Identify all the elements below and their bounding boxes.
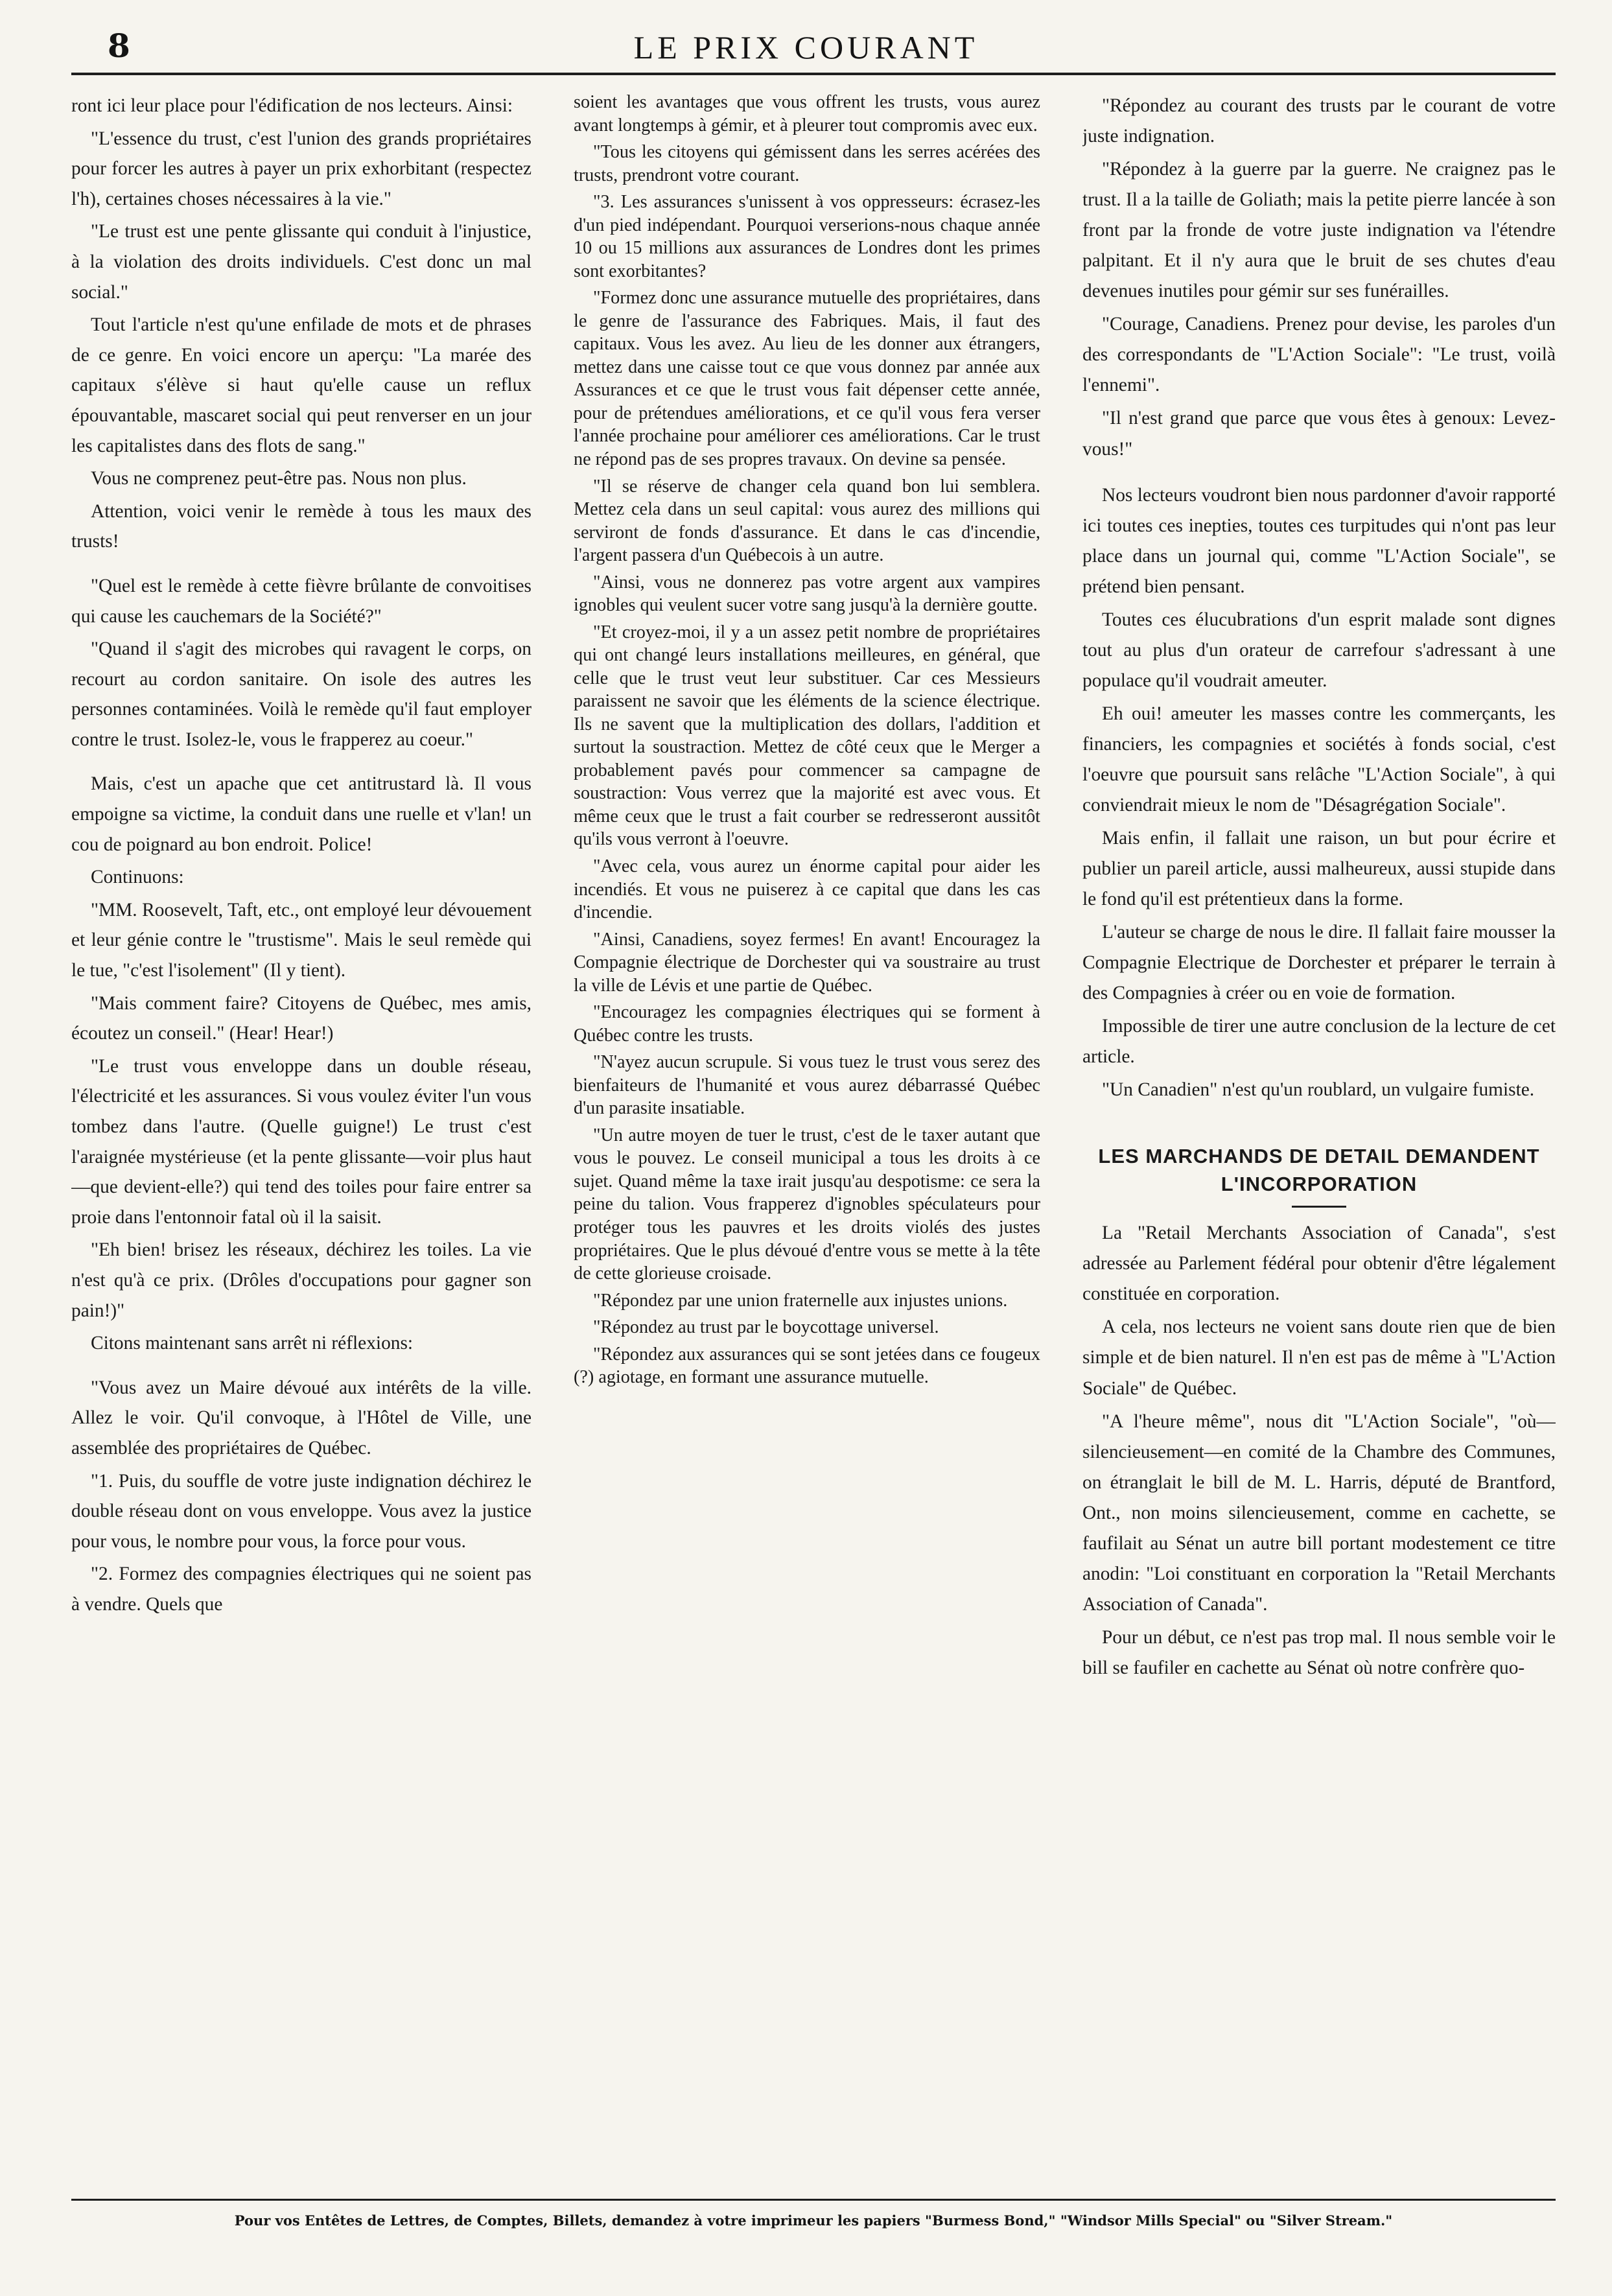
paragraph: "Répondez à la guerre par la guerre. Ne craignez pas le trust. Il a la taille de Goliath; mais la petite pierre lancée à son front par la fronde de votre juste indignation va l'étendre palpitant. Et il n'y aura que le bruit de ses chutes d'eau devenues inutiles pour gémir sur ses funérailles. xyxy=(1082,159,1556,302)
paragraph: "Courage, Canadiens. Prenez pour devise, les paroles d'un des correspondants de "L'Action Sociale": "Le trust, voilà l'ennemi". xyxy=(1082,314,1556,396)
paragraph: "MM. Roosevelt, Taft, etc., ont employé leur dévouement et leur génie contre le "trustisme". Mais le seul remède qui le tue, "c'est l'isolement" (Il y tient). xyxy=(71,899,531,981)
footer-advertisement: Pour vos Entêtes de Lettres, de Comptes, Billets, demandez à votre imprimeur les papiers "Burmess Bond," "Windsor Mills Special" ou "Silver Stream." xyxy=(234,2212,1393,2229)
paragraph: ront ici leur place pour l'édification de nos lecteurs. Ainsi: xyxy=(71,95,513,116)
paragraph: "1. Puis, du souffle de votre juste indignation déchirez le double réseau dont on vous enveloppe. Vous avez la justice pour vous, le nombre pour vous, la force pour vous. xyxy=(71,1470,531,1552)
paragraph: "Eh bien! brisez les réseaux, déchirez les toiles. La vie n'est qu'à ce prix. (Drôles d'occupations pour gagner son pain!)" xyxy=(71,1239,531,1321)
paragraph: "A l'heure même", nous dit "L'Action Sociale", "où—silencieusement—en comité de la Chambre des Communes, on étranglait le bill de M. L. Harris, député de Brantford, Ont., non moins silencieusement, comme en cachette, se faufilait au Sénat un autre bill portant modestement ce titre anodin: "Loi constituant en corporation la "Retail Merchants Association of Canada". xyxy=(1082,1411,1556,1615)
paragraph: "Le trust vous enveloppe dans un double réseau, l'électricité et les assurances. Si vous voulez éviter l'un vous tombez dans l'autre. (Quelle guigne!) Le trust c'est l'araignée mystérieuse (et la pente glissante—voir plus haut—que devient-elle?) qui tend des toiles pour faire entrer sa proie dans l'entonnoir fatal où il la saisit. xyxy=(71,1055,531,1228)
paragraph: "Répondez aux assurances qui se sont jetées dans ce fougeux (?) agiotage, en formant une assurance mutuelle. xyxy=(574,1344,1040,1388)
paragraph: "Répondez par une union fraternelle aux injustes unions. xyxy=(593,1290,1008,1311)
paragraph: L'auteur se charge de nous le dire. Il fallait faire mousser la Compagnie Electrique de Dorchester et préparer le terrain à des Compagnies à créer ou en voie de formation. xyxy=(1082,922,1556,1004)
footer-rule xyxy=(71,2199,1556,2201)
paragraph: soient les avantages que vous offrent les trusts, vous aurez avant longtemps à gémir, et à pleurer tout compromis avec eux. xyxy=(574,92,1040,135)
section-heading: LES MARCHANDS DE DETAIL DEMANDENT L'INCORPORATION xyxy=(1098,1144,1540,1195)
column-3 xyxy=(1082,91,1556,2165)
paragraph: Mais, c'est un apache que cet antitrustard là. Il vous empoigne sa victime, la conduit dans une ruelle et v'lan! un cou de poignard au bon endroit. Police! xyxy=(71,773,531,855)
paragraph: "N'ayez aucun scrupule. Si vous tuez le trust vous serez des bienfaiteurs de l'humanité et vous aurez débarrassé Québec d'un parasite insatiable. xyxy=(574,1052,1040,1119)
paragraph: "Ainsi, vous ne donnerez pas votre argent aux vampires ignobles qui veulent sucer votre sang jusqu'à la dernière goutte. xyxy=(574,572,1040,616)
paragraph: "Il n'est grand que parce que vous êtes à genoux: Levez-vous!" xyxy=(1082,408,1556,460)
paragraph: "Encouragez les compagnies électriques qui se forment à Québec contre les trusts. xyxy=(574,1002,1040,1046)
paragraph: Mais enfin, il fallait une raison, un but pour écrire et publier un pareil article, aussi malheureux, aussi stupide dans le fond qu'il est prétentieux dans la forme. xyxy=(1082,828,1556,910)
paragraph: Nos lecteurs voudront bien nous pardonner d'avoir rapporté ici toutes ces inepties, toutes ces turpitudes qui n'ont pas leur place dans un journal qui, comme "L'Action Sociale", se prétend bien pensant. xyxy=(1082,484,1556,597)
paragraph: Toutes ces élucubrations d'un esprit malade sont dignes tout au plus d'un orateur de carrefour s'adressant à une populace qu'il voudrait ameuter. xyxy=(1082,609,1556,691)
paragraph: Citons maintenant sans arrêt ni réflexions: xyxy=(91,1333,414,1354)
paragraph: Eh oui! ameuter les masses contre les commerçants, les financiers, les compagnies et sociétés à fonds social, c'est l'oeuvre que poursuit sans relâche "L'Action Sociale", à qui conviendrait mieux le nom de "Désagrégation Sociale". xyxy=(1082,703,1556,816)
paragraph: "Vous avez un Maire dévoué aux intérêts de la ville. Allez le voir. Qu'il convoque, à l'Hôtel de Ville, une assemblée des propriétaires de Québec. xyxy=(71,1377,531,1458)
paragraph: "3. Les assurances s'unissent à vos oppresseurs: écrasez-les d'un pied indépendant. Pourquoi verserions-nous chaque année 10 ou 15 millions aux assurances de Londres dont les primes sont exorbitantes? xyxy=(574,192,1040,281)
paragraph: A cela, nos lecteurs ne voient sans doute rien que de bien simple et de bien naturel. Il n'en est pas de même à "L'Action Sociale" de Québec. xyxy=(1082,1317,1556,1399)
paragraph: "Quel est le remède à cette fièvre brûlante de convoitises qui cause les cauchemars de la Société?" xyxy=(71,575,531,627)
paragraph: Continuons: xyxy=(91,867,184,888)
column-2 xyxy=(574,91,1040,2165)
paragraph: "Formez donc une assurance mutuelle des propriétaires, dans le genre de l'assurance des Fabriques. Mais, il faut des capitaux. Vous les avez. Au lieu de les donner aux étrangers, mettez dans une caisse tout ce que vous donnez par année aux Assurances et ce que le trust vous fait dépenser cette année, pour de prétendues améliorations, et ce qu'il vous fera verser l'année prochaine pour améliorer ces améliorations. Car le trust ne répond pas de ses propres travaux. On devine sa pensée. xyxy=(574,288,1040,469)
paragraph: "Répondez au courant des trusts par le courant de votre juste indignation. xyxy=(1082,95,1556,147)
paragraph: La "Retail Merchants Association of Canada", s'est adressée au Parlement fédéral pour obtenir d'être légalement constituée en corporation. xyxy=(1082,1223,1556,1305)
masthead: LE PRIX COURANT xyxy=(633,29,979,65)
paragraph: "Un Canadien" n'est qu'un roublard, un vulgaire fumiste. xyxy=(1102,1079,1535,1101)
paragraph: "Le trust est une pente glissante qui conduit à l'injustice, à la violation des droits individuels. C'est donc un mal social." xyxy=(71,221,531,303)
paragraph: "Répondez au trust par le boycottage universel. xyxy=(593,1317,939,1338)
paragraph: "Avec cela, vous aurez un énorme capital pour aider les incendiés. Et vous ne puiserez à ce capital que dans les cas d'incendie. xyxy=(574,856,1040,923)
paragraph: Vous ne comprenez peut-être pas. Nous non plus. xyxy=(91,468,467,489)
paragraph: "L'essence du trust, c'est l'union des grands propriétaires pour forcer les autres à payer un prix exhorbitant (respectez l'h), certaines choses nécessaires à la vie." xyxy=(71,128,531,209)
paragraph: Impossible de tirer une autre conclusion de la lecture de cet article. xyxy=(1082,1016,1556,1068)
paragraph: Pour un début, ce n'est pas trop mal. Il nous semble voir le bill se faufiler en cachette au Sénat où notre confrère quo- xyxy=(1082,1626,1556,1678)
paragraph: "2. Formez des compagnies électriques qui ne soient pas à vendre. Quels que xyxy=(71,1564,531,1615)
paragraph: "Et croyez-moi, il y a un assez petit nombre de propriétaires qui ont changé leurs installations meilleures, en général, que celle que le trust veut leur substituer. Car ces Messieurs paraissent ne savoir que les éléments de la science électrique. Ils ne savent que la multiplication des dollars, l'addition et surtout la soustraction. Mettez de côté ceux que le Merger a probablement pavés pour commencer sa campagne de soustraction: Vous verrez que la majorité est avec vous. Et même ceux que le trust a fait courber se redresseront aussitôt qu'ils vous verront à l'oeuvre. xyxy=(574,622,1040,850)
paragraph: Tout l'article n'est qu'une enfilade de mots et de phrases de ce genre. En voici encore un aperçu: "La marée des capitaux s'élève si haut qu'elle cause un reflux épouvantable, mascaret social qui peut renverser en un jour les capitalistes dans des flots de sang." xyxy=(71,314,531,456)
paragraph: "Il se réserve de changer cela quand bon lui semblera. Mettez cela dans un seul capital: vous aurez des millions qui serviront de fonds d'assurance. Et dans le cas d'incendie, l'argent passera d'un Québecois à un autre. xyxy=(574,476,1040,566)
article-columns xyxy=(71,91,1556,2165)
paragraph: "Un autre moyen de tuer le trust, c'est de le taxer autant que vous le pouvez. Le conseil municipal a tous les droits à ce sujet. Quand même la taxe irait jusqu'au despotisme: ce sera la peine du talion. Vous frapperez d'ignobles spéculateurs pour protéger tous les pauvres et les droits violés des justes propriétaires. Que le plus dévoué d'entre vous se mette à la tête de cette glorieuse croisade. xyxy=(574,1125,1040,1284)
paragraph: "Mais comment faire? Citoyens de Québec, mes amis, écoutez un conseil." (Hear! Hear!) xyxy=(71,992,531,1044)
section-rule xyxy=(1292,1206,1346,1208)
paragraph: "Quand il s'agit des microbes qui ravagent le corps, on recourt au cordon sanitaire. On isole des autres les personnes contaminées. Voilà le remède qu'il faut employer contre le trust. Isolez-le, vous le frapperez au coeur." xyxy=(71,638,531,750)
paragraph: "Ainsi, Canadiens, soyez fermes! En avant! Encouragez la Compagnie électrique de Dorchester qui va soustraire au trust la ville de Lévis et une partie de Québec. xyxy=(574,929,1040,996)
paragraph: Attention, voici venir le remède à tous les maux des trusts! xyxy=(71,500,531,552)
column-1 xyxy=(71,91,531,2165)
header-rule xyxy=(71,73,1556,75)
page-number: 8 xyxy=(108,27,130,65)
paragraph: "Tous les citoyens qui gémissent dans les serres acérées des trusts, prendront votre courant. xyxy=(574,142,1040,185)
